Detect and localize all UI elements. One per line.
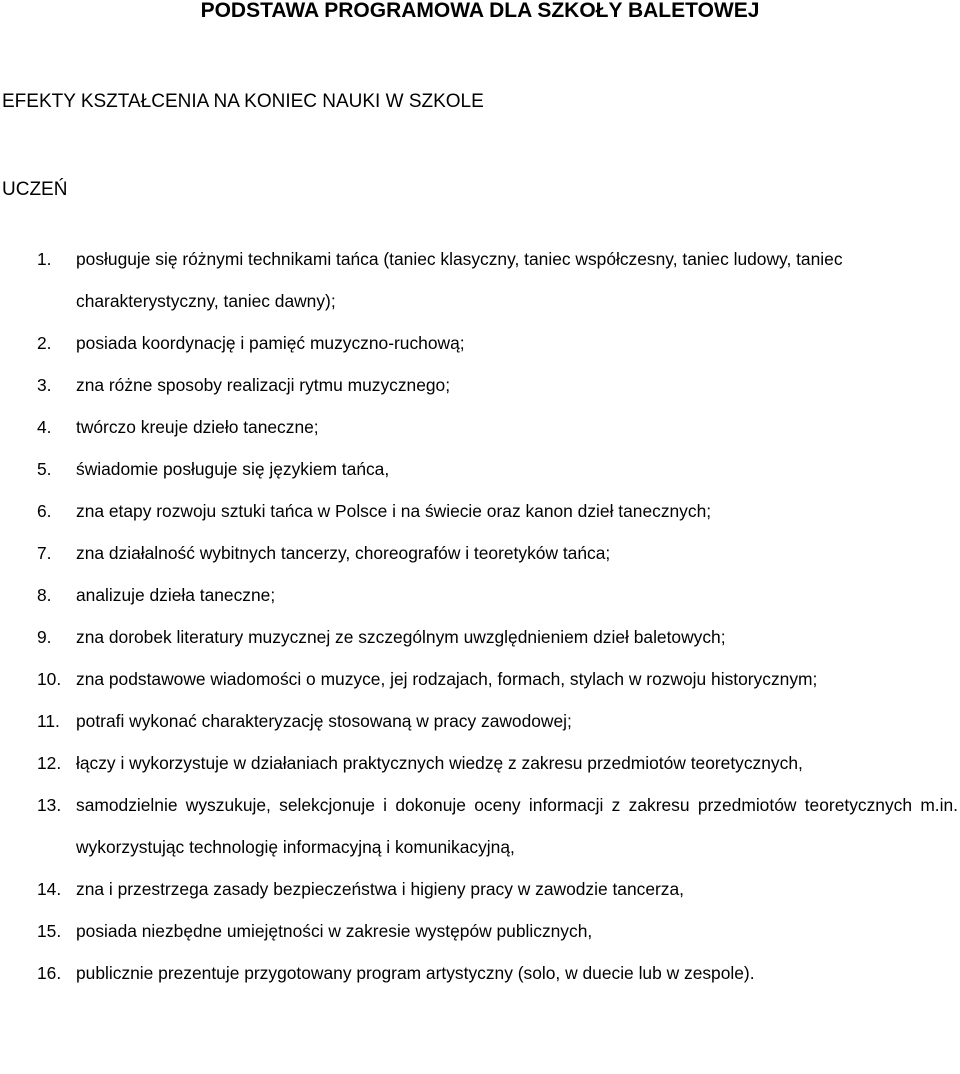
list-item [0,616,958,658]
item-number: 11. [37,711,60,731]
item-text: posiada niezbędne umiejętności w zakresie występów publicznych, [76,921,593,941]
list-item [0,448,958,490]
list-item [0,658,958,700]
item-number: 7. [37,543,52,563]
item-text: zna dorobek literatury muzycznej ze szczególnym uwzględnieniem dzieł baletowych; [76,627,726,647]
document-title: PODSTAWA PROGRAMOWA DLA SZKOŁY BALETOWEJ [200,0,760,22]
list-item [0,910,958,952]
list-item [0,742,958,784]
item-number: 9. [37,627,52,647]
item-text: zna różne sposoby realizacji rytmu muzycznego; [76,375,451,395]
item-text: zna etapy rozwoju sztuki tańca w Polsce i na świecie oraz kanon dzieł tanecznych; [76,501,712,521]
list-item [0,364,958,406]
list-item [0,574,958,616]
list-item [0,784,958,868]
item-number: 14. [37,879,62,899]
item-number: 1. [37,249,52,269]
item-number: 5. [37,459,52,479]
item-number: 12. [37,753,62,773]
subject-label: UCZEŃ [2,179,68,200]
list-item [0,238,958,322]
list-item [0,490,958,532]
item-number: 16. [37,963,62,983]
item-text: analizuje dzieła taneczne; [76,585,276,605]
item-text: publicznie prezentuje przygotowany program artystyczny (solo, w duecie lub w zespole). [76,963,755,983]
item-text: posługuje się różnymi technikami tańca (taniec klasyczny, taniec współczesny, taniec ludowy, taniec charakterystyczny, taniec dawny); [76,249,843,311]
item-text: łączy i wykorzystuje w działaniach praktycznych wiedzę z zakresu przedmiotów teoretycznych, [76,753,803,773]
list-item [0,532,958,574]
item-number: 2. [37,333,52,353]
item-text: samodzielnie wyszukuje, selekcjonuje i dokonuje oceny informacji z zakresu przedmiotów teoretycznych m.in. wykorzystując technologię informacyjną i komunikacyjną, [76,795,958,857]
item-text: posiada koordynację i pamięć muzyczno-ruchową; [76,333,465,353]
learning-outcomes-list [0,238,958,994]
item-text: twórczo kreuje dzieło taneczne; [76,417,319,437]
item-number: 13. [37,795,62,815]
section-heading: EFEKTY KSZTAŁCENIA NA KONIEC NAUKI W SZKOLE [2,91,484,112]
item-number: 8. [37,585,52,605]
item-text: potrafi wykonać charakteryzację stosowaną w pracy zawodowej; [76,711,572,731]
list-item [0,700,958,742]
item-text: świadomie posługuje się językiem tańca, [76,459,390,479]
item-number: 3. [37,375,52,395]
item-text: zna działalność wybitnych tancerzy, choreografów i teoretyków tańca; [76,543,611,563]
item-text: zna i przestrzega zasady bezpieczeństwa i higieny pracy w zawodzie tancerza, [76,879,685,899]
list-item [0,322,958,364]
list-item [0,952,958,994]
item-number: 10. [37,669,62,689]
item-text: zna podstawowe wiadomości o muzyce, jej rodzajach, formach, stylach w rozwoju historycznym; [76,669,818,689]
item-number: 6. [37,501,52,521]
item-number: 15. [37,921,62,941]
list-item [0,406,958,448]
list-item [0,868,958,910]
item-number: 4. [37,417,52,437]
